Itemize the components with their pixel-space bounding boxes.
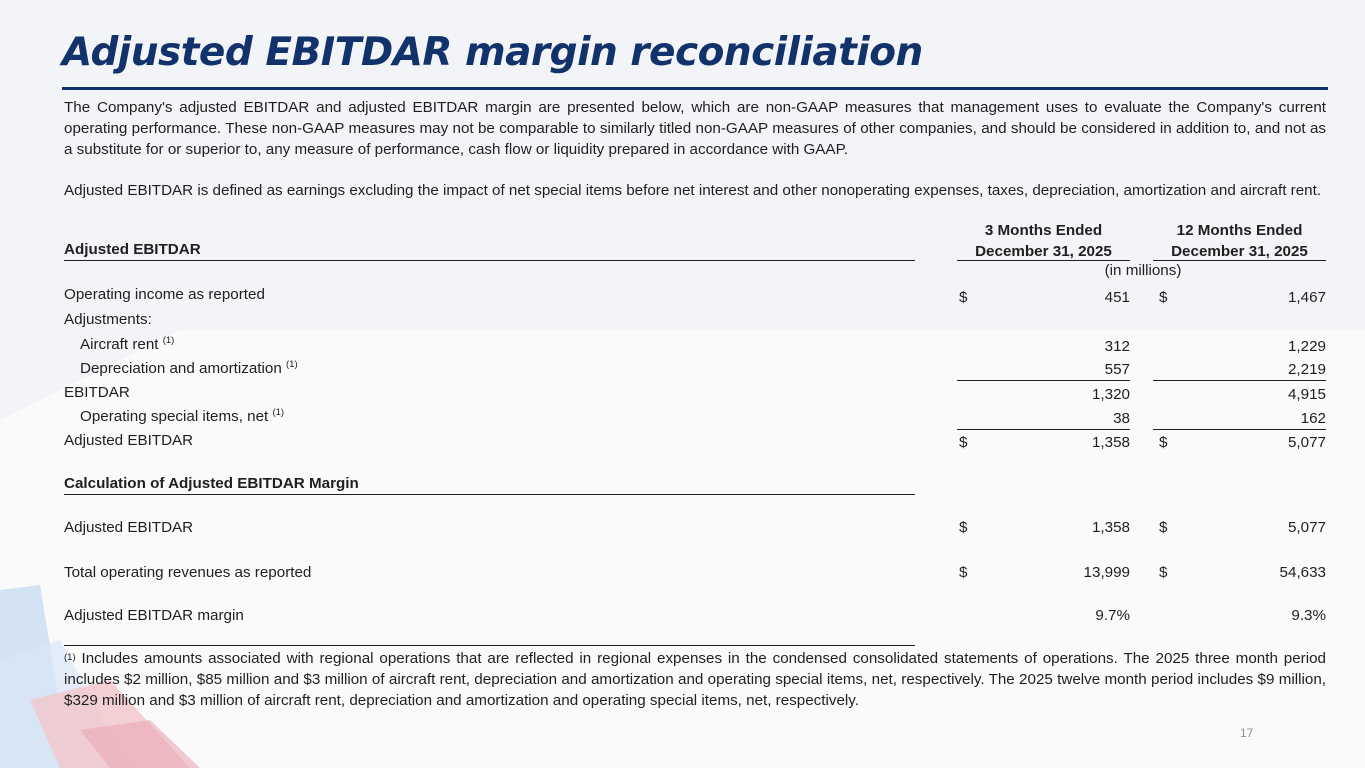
currency-sign: $	[959, 289, 968, 306]
section-header-margin: Calculation of Adjusted EBITDAR Margin	[64, 475, 359, 492]
units-label: (in millions)	[1104, 262, 1182, 279]
value-col2: 1,229	[1287, 338, 1326, 355]
value-col1: 1,358	[1091, 519, 1130, 536]
row-label-operating-income: Operating income as reported	[64, 286, 265, 303]
value-col1: 13,999	[1083, 564, 1130, 581]
value-col2: 4,915	[1287, 386, 1326, 403]
col1-header-rule	[957, 260, 1130, 261]
row-label-adjustments: Adjustments:	[64, 311, 152, 328]
col1-header-line2: December 31, 2025	[975, 243, 1112, 260]
title-underline	[62, 87, 1328, 90]
margin-row-label-total-revenues: Total operating revenues as reported	[64, 564, 312, 581]
value-col2: 5,077	[1287, 519, 1326, 536]
value-col1: 38	[1113, 410, 1130, 427]
value-col2: 2,219	[1287, 361, 1326, 378]
footnote-marker: (1)	[272, 407, 285, 418]
col2-header-rule	[1153, 260, 1326, 261]
currency-sign: $	[959, 434, 968, 451]
row-label-ebitdar: EBITDAR	[64, 384, 130, 401]
currency-sign: $	[959, 519, 968, 536]
col2-header	[1153, 220, 1326, 262]
value-col1: 9.7%	[1095, 607, 1130, 624]
value-col2: 162	[1300, 410, 1326, 427]
value-col1: 1,320	[1091, 386, 1130, 403]
label-text: Aircraft rent	[80, 336, 159, 353]
table-bottom-rule	[64, 645, 915, 646]
subtotal-rule-col2	[1153, 380, 1326, 381]
value-col1: 1,358	[1091, 434, 1130, 451]
page-title: Adjusted EBITDAR margin reconciliation	[62, 30, 923, 75]
col2-header-line1: 12 Months Ended	[1176, 222, 1303, 239]
section2-header-rule	[64, 494, 915, 495]
row-label-depreciation	[80, 360, 298, 377]
value-col2: 54,633	[1279, 564, 1326, 581]
label-text: Depreciation and amortization	[80, 360, 282, 377]
value-col2: 1,467	[1287, 289, 1326, 306]
value-col1: 557	[1104, 361, 1130, 378]
row-label-adjusted-ebitdar: Adjusted EBITDAR	[64, 432, 194, 449]
footnote	[64, 648, 1326, 711]
footnote-marker: (1)	[286, 359, 298, 370]
value-col1: 312	[1104, 338, 1130, 355]
subtotal-rule-col1	[957, 380, 1130, 381]
col1-header-line1: 3 Months Ended	[984, 222, 1103, 239]
label-text: Operating special items, net	[80, 408, 269, 425]
intro-paragraph-2: Adjusted EBITDAR is defined as earnings excluding the impact of net special items before net interest and other nonoperating expenses, taxes, depreciation, amortization and aircraft rent.	[64, 182, 1322, 199]
row-label-operating-special-items	[80, 408, 284, 425]
margin-row-label-adjusted-ebitdar: Adjusted EBITDAR	[64, 519, 194, 536]
section-header-adjusted-ebitdar: Adjusted EBITDAR	[64, 241, 201, 258]
currency-sign: $	[1159, 289, 1168, 306]
margin-row-label-margin: Adjusted EBITDAR margin	[64, 607, 244, 624]
col2-header-line2: December 31, 2025	[1171, 243, 1308, 260]
footnote-text: Includes amounts associated with regional operations that are reflected in regional expenses in the condensed consolidated statements of operations. The 2025 three month period includes $2 million, $85 million and $3 million of aircraft rent, depreciation and amortization and operating special items, net, respectively. The 2025 twelve month period includes $9 million, $329 million and $3 million of aircraft rent, depreciation and amortization and operating special items, net, respectively.	[64, 650, 1326, 709]
intro-paragraph-1: The Company's adjusted EBITDAR and adjusted EBITDAR margin are presented below, which are non-GAAP measures that management uses to evaluate the Company's current operating performance. These non-GAAP measures may not be comparable to similarly titled non-GAAP measures of other companies, and should be considered in addition to, and not as a substitute for or superior to, any measure of performance, cash flow or liquidity prepared in accordance with GAAP.	[64, 99, 1326, 158]
total-rule-col2	[1153, 429, 1326, 430]
footnote-marker: (1)	[162, 335, 175, 346]
section-header-rule	[64, 260, 915, 261]
value-col2: 5,077	[1287, 434, 1326, 451]
currency-sign: $	[1159, 519, 1168, 536]
currency-sign: $	[1159, 564, 1168, 581]
col1-header	[957, 220, 1130, 262]
row-label-aircraft-rent	[80, 336, 174, 353]
currency-sign: $	[1159, 434, 1168, 451]
total-rule-col1	[957, 429, 1130, 430]
value-col1: 451	[1104, 289, 1130, 306]
currency-sign: $	[959, 564, 968, 581]
footnote-marker: (1)	[64, 652, 76, 663]
value-col2: 9.3%	[1291, 607, 1326, 624]
page-number: 17	[1240, 726, 1254, 740]
